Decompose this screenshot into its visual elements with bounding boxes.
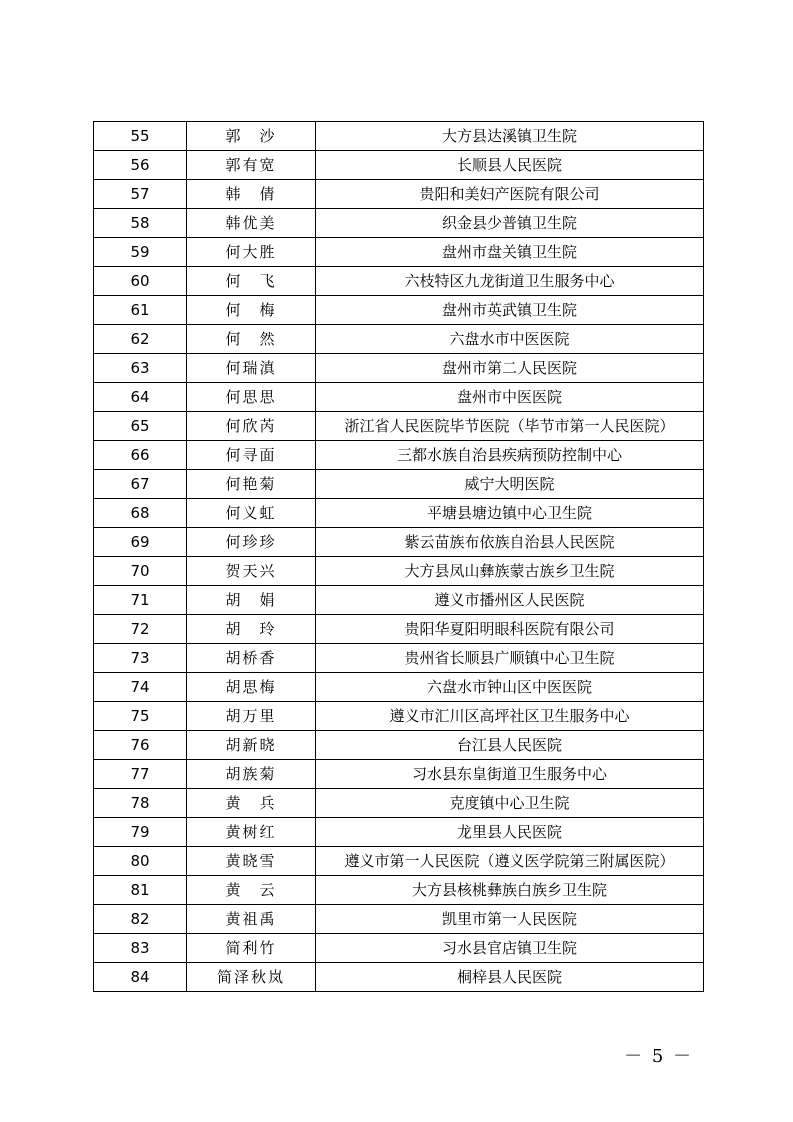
person-name: 何义虹 bbox=[187, 499, 316, 528]
work-unit: 台江县人民医院 bbox=[316, 731, 704, 760]
work-unit: 贵阳和美妇产医院有限公司 bbox=[316, 180, 704, 209]
roster-table-body bbox=[94, 122, 704, 992]
row-number: 63 bbox=[94, 354, 187, 383]
table-row bbox=[94, 238, 704, 267]
row-number: 69 bbox=[94, 528, 187, 557]
row-number: 67 bbox=[94, 470, 187, 499]
table-row bbox=[94, 905, 704, 934]
work-unit: 六盘水市钟山区中医医院 bbox=[316, 673, 704, 702]
row-number: 78 bbox=[94, 789, 187, 818]
row-number: 83 bbox=[94, 934, 187, 963]
table-row bbox=[94, 963, 704, 992]
row-number: 58 bbox=[94, 209, 187, 238]
table-row bbox=[94, 499, 704, 528]
table-row bbox=[94, 644, 704, 673]
table-row bbox=[94, 760, 704, 789]
person-name: 黄树红 bbox=[187, 818, 316, 847]
person-name: 胡桥香 bbox=[187, 644, 316, 673]
person-name: 胡新晓 bbox=[187, 731, 316, 760]
person-name: 何艳菊 bbox=[187, 470, 316, 499]
work-unit: 遵义市第一人民医院（遵义医学院第三附属医院） bbox=[316, 847, 704, 876]
row-number: 61 bbox=[94, 296, 187, 325]
person-name: 贺天兴 bbox=[187, 557, 316, 586]
table-row bbox=[94, 528, 704, 557]
row-number: 55 bbox=[94, 122, 187, 151]
table-row bbox=[94, 731, 704, 760]
table-row bbox=[94, 586, 704, 615]
row-number: 73 bbox=[94, 644, 187, 673]
work-unit: 紫云苗族布依族自治县人民医院 bbox=[316, 528, 704, 557]
row-number: 70 bbox=[94, 557, 187, 586]
table-row bbox=[94, 818, 704, 847]
work-unit: 遵义市汇川区高坪社区卫生服务中心 bbox=[316, 702, 704, 731]
table-row bbox=[94, 615, 704, 644]
person-name: 黄晓雪 bbox=[187, 847, 316, 876]
work-unit: 遵义市播州区人民医院 bbox=[316, 586, 704, 615]
work-unit: 大方县核桃彝族白族乡卫生院 bbox=[316, 876, 704, 905]
table-row bbox=[94, 325, 704, 354]
row-number: 77 bbox=[94, 760, 187, 789]
work-unit: 浙江省人民医院毕节医院（毕节市第一人民医院） bbox=[316, 412, 704, 441]
person-name: 简利竹 bbox=[187, 934, 316, 963]
row-number: 82 bbox=[94, 905, 187, 934]
table-row bbox=[94, 470, 704, 499]
person-name: 韩 倩 bbox=[187, 180, 316, 209]
work-unit: 贵州省长顺县广顺镇中心卫生院 bbox=[316, 644, 704, 673]
page-number: － 5 － bbox=[624, 1046, 693, 1067]
table-row bbox=[94, 847, 704, 876]
table-row bbox=[94, 557, 704, 586]
person-name: 黄 兵 bbox=[187, 789, 316, 818]
work-unit: 习水县东皇街道卫生服务中心 bbox=[316, 760, 704, 789]
person-name: 何大胜 bbox=[187, 238, 316, 267]
work-unit: 凯里市第一人民医院 bbox=[316, 905, 704, 934]
table-row bbox=[94, 296, 704, 325]
work-unit: 六盘水市中医医院 bbox=[316, 325, 704, 354]
row-number: 71 bbox=[94, 586, 187, 615]
work-unit: 龙里县人民医院 bbox=[316, 818, 704, 847]
row-number: 72 bbox=[94, 615, 187, 644]
person-name: 何 梅 bbox=[187, 296, 316, 325]
row-number: 60 bbox=[94, 267, 187, 296]
person-name: 胡 玲 bbox=[187, 615, 316, 644]
person-name: 黄祖禹 bbox=[187, 905, 316, 934]
row-number: 56 bbox=[94, 151, 187, 180]
table-row bbox=[94, 180, 704, 209]
person-name: 何欣芮 bbox=[187, 412, 316, 441]
row-number: 68 bbox=[94, 499, 187, 528]
row-number: 76 bbox=[94, 731, 187, 760]
work-unit: 盘州市盘关镇卫生院 bbox=[316, 238, 704, 267]
row-number: 74 bbox=[94, 673, 187, 702]
work-unit: 盘州市英武镇卫生院 bbox=[316, 296, 704, 325]
table-row bbox=[94, 702, 704, 731]
table-row bbox=[94, 383, 704, 412]
table-row bbox=[94, 441, 704, 470]
row-number: 64 bbox=[94, 383, 187, 412]
person-name: 黄 云 bbox=[187, 876, 316, 905]
row-number: 80 bbox=[94, 847, 187, 876]
table-row bbox=[94, 789, 704, 818]
person-name: 胡族菊 bbox=[187, 760, 316, 789]
row-number: 75 bbox=[94, 702, 187, 731]
person-name: 何瑞滇 bbox=[187, 354, 316, 383]
work-unit: 威宁大明医院 bbox=[316, 470, 704, 499]
person-name: 何 飞 bbox=[187, 267, 316, 296]
work-unit: 平塘县塘边镇中心卫生院 bbox=[316, 499, 704, 528]
table-row bbox=[94, 151, 704, 180]
person-name: 胡 娟 bbox=[187, 586, 316, 615]
person-name: 何珍珍 bbox=[187, 528, 316, 557]
work-unit: 三都水族自治县疾病预防控制中心 bbox=[316, 441, 704, 470]
row-number: 62 bbox=[94, 325, 187, 354]
table-row bbox=[94, 122, 704, 151]
table-row bbox=[94, 209, 704, 238]
table-row bbox=[94, 934, 704, 963]
work-unit: 桐梓县人民医院 bbox=[316, 963, 704, 992]
table-row bbox=[94, 673, 704, 702]
person-name: 何 然 bbox=[187, 325, 316, 354]
person-name: 简泽秋岚 bbox=[187, 963, 316, 992]
work-unit: 盘州市中医医院 bbox=[316, 383, 704, 412]
person-name: 郭有宽 bbox=[187, 151, 316, 180]
person-name: 郭 沙 bbox=[187, 122, 316, 151]
person-name: 胡万里 bbox=[187, 702, 316, 731]
work-unit: 长顺县人民医院 bbox=[316, 151, 704, 180]
work-unit: 克度镇中心卫生院 bbox=[316, 789, 704, 818]
table-row bbox=[94, 876, 704, 905]
work-unit: 盘州市第二人民医院 bbox=[316, 354, 704, 383]
row-number: 81 bbox=[94, 876, 187, 905]
person-name: 胡思梅 bbox=[187, 673, 316, 702]
table-row bbox=[94, 412, 704, 441]
row-number: 65 bbox=[94, 412, 187, 441]
table-row bbox=[94, 354, 704, 383]
row-number: 84 bbox=[94, 963, 187, 992]
work-unit: 习水县官店镇卫生院 bbox=[316, 934, 704, 963]
person-name: 何思思 bbox=[187, 383, 316, 412]
person-name: 韩优美 bbox=[187, 209, 316, 238]
work-unit: 大方县凤山彝族蒙古族乡卫生院 bbox=[316, 557, 704, 586]
row-number: 66 bbox=[94, 441, 187, 470]
person-name: 何寻面 bbox=[187, 441, 316, 470]
work-unit: 大方县达溪镇卫生院 bbox=[316, 122, 704, 151]
roster-table bbox=[93, 121, 704, 992]
work-unit: 织金县少普镇卫生院 bbox=[316, 209, 704, 238]
table-row bbox=[94, 267, 704, 296]
row-number: 57 bbox=[94, 180, 187, 209]
work-unit: 六枝特区九龙街道卫生服务中心 bbox=[316, 267, 704, 296]
row-number: 59 bbox=[94, 238, 187, 267]
row-number: 79 bbox=[94, 818, 187, 847]
work-unit: 贵阳华夏阳明眼科医院有限公司 bbox=[316, 615, 704, 644]
